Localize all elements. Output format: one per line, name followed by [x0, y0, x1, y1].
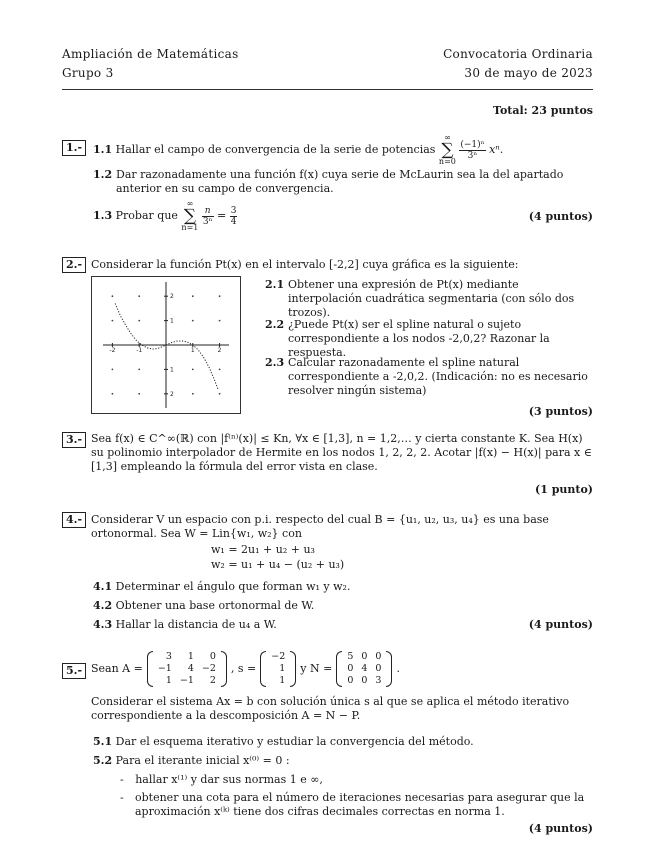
x-tick-label: -1: [136, 347, 143, 354]
matrix-n-cell: 4: [361, 663, 368, 674]
n-label: y N =: [300, 662, 333, 676]
grid-dot: [219, 393, 221, 395]
bullet-text: obtener una cota para el número de iteraciones necesarias para asegurar que la aproximación x⁽ᵏ⁾ tiene dos cifras decimales correctas en norma 1.: [135, 791, 585, 818]
part-text: Dar el esquema iterativo y estudiar la convergencia del método.: [115, 735, 474, 748]
fraction-denominator: 4: [230, 216, 237, 227]
sum-upper: ∞: [444, 133, 451, 142]
bullet-item-2: [120, 791, 593, 819]
question-1-part-3: [93, 200, 237, 232]
bullet-text: hallar x⁽¹⁾ y dar sus normas 1 e ∞,: [135, 773, 323, 786]
fraction-numerator: (−1)ⁿ: [460, 139, 485, 150]
bullet-item-1: [120, 773, 323, 787]
question-5-part-1: [93, 735, 474, 749]
series-fraction: [459, 140, 485, 161]
matrix-a-cell: −1: [157, 663, 172, 674]
equation-w2: w₂ = u₁ + u₄ − (u₂ + u₃): [211, 558, 345, 571]
part-label: 4.1: [93, 580, 113, 593]
question-1-part-1: [93, 134, 503, 166]
matrix-a-row: [154, 675, 220, 687]
matrix-n: [336, 651, 392, 687]
grid-dot: [192, 295, 194, 297]
y-tick-label: 1: [170, 366, 174, 374]
sum-upper: ∞: [186, 199, 194, 208]
part-label: 2.3: [265, 356, 285, 369]
question-4-points: (4 puntos): [528, 618, 593, 631]
part-label: 4.2: [93, 599, 113, 612]
grid-dot: [138, 295, 140, 297]
matrix-a-row: [154, 651, 220, 663]
matrix-n-row: [343, 651, 385, 663]
matrix-n-cell: 0: [361, 651, 368, 662]
part-label: 5.1: [93, 735, 113, 748]
s-label: , s =: [230, 662, 257, 676]
fraction-numerator: 3: [230, 205, 237, 216]
question-5-part-2: [93, 754, 290, 768]
x-tick-label: 2: [217, 347, 222, 354]
grid-dot: [138, 320, 140, 322]
sean-label: Sean A =: [91, 662, 143, 676]
part-text: Hallar la distancia de u₄ a W.: [115, 618, 277, 631]
question-3-text: Sea f(x) ∈ C^∞(ℝ) con |f⁽ⁿ⁾(x)| ≤ Kn, ∀x ∈ [1,3], n = 1,2,… y cierta constante K. Sea H(x) su polinomio interpolador de Hermite en los nodos 1, 2, 2, 2. Acotar |f(x) − H(x)| para x ∈ [1,3] empleando la fórmula del error vista en clase.: [91, 432, 592, 473]
fraction-denominator: 3ⁿ: [202, 216, 213, 227]
question-2-part-2: [265, 318, 593, 359]
grid-dot: [192, 369, 194, 371]
matrix-n-cell: 0: [347, 663, 354, 674]
result-fraction: [230, 206, 238, 227]
matrix-a-cell: 2: [209, 675, 216, 686]
identity-sum: ∞ ∑ n=1: [181, 199, 199, 232]
y-tick-label: 2: [170, 293, 174, 301]
part-label: 2.1: [265, 278, 285, 291]
exam-date: 30 de mayo de 2023: [464, 66, 593, 80]
part-text: Obtener una expresión de Pt(x) mediante interpolación cuadrática segmentaria (con sólo dos trozos).: [288, 278, 575, 319]
matrix-n-cell: 5: [347, 651, 354, 662]
fraction-numerator: n: [202, 206, 214, 217]
y-tick-label: 1: [170, 317, 174, 325]
grid-dot: [219, 295, 221, 297]
matrix-a-cell: −2: [201, 663, 216, 674]
question-2-part-3: [265, 356, 593, 397]
matrix-n-cell: 0: [361, 675, 368, 686]
part-text: Obtener una base ortonormal de W.: [115, 599, 315, 612]
part-text: ¿Puede Pt(x) ser el spline natural o sujeto correspondiente a los nodos -2,0,2? Razonar la respuesta.: [288, 318, 550, 359]
part-text: Calcular razonadamente el spline natural correspondiente a -2,0,2. (Indicación: no es necesario resolver ningún sistema): [288, 356, 588, 397]
matrix-a-row: [154, 663, 220, 675]
part-label: 2.2: [265, 318, 285, 331]
vector-s-cell: −2: [271, 651, 286, 662]
grid-dot: [138, 369, 140, 371]
matrix-n-cell: 3: [375, 675, 382, 686]
part-text: Hallar el campo de convergencia de la serie de potencias: [115, 143, 436, 156]
matrix-a-cell: 1: [165, 675, 172, 686]
series-sum: ∞ ∑ n=0: [438, 133, 456, 166]
vector-s-cell: 1: [279, 675, 286, 686]
matrix-a: [147, 651, 227, 687]
part-text: Dar razonadamente una función f(x) cuya serie de McLaurin sea la del apartado anterior en su campo de convergencia.: [116, 168, 564, 195]
question-4-part-1: [93, 580, 350, 594]
grid-dot: [219, 369, 221, 371]
group-label: Grupo 3: [62, 66, 114, 80]
header-rule: [62, 89, 593, 90]
grid-dot: [112, 369, 114, 371]
course-title: Ampliación de Matemáticas: [62, 47, 239, 61]
question-1-number: 1.-: [62, 140, 86, 156]
question-4-part-3: [93, 618, 277, 632]
matrix-a-cell: 1: [187, 651, 194, 662]
series-tail: xⁿ.: [489, 143, 504, 156]
y-tick-label: 2: [170, 390, 174, 398]
grid-dot: [112, 295, 114, 297]
part-label: 1.3: [93, 209, 113, 222]
vector-s-row: [267, 675, 289, 687]
question-3-number: 3.-: [62, 432, 86, 448]
grid-dot: [112, 320, 114, 322]
vector-s-row: [267, 663, 289, 675]
matrix-n-cell: 0: [347, 675, 354, 686]
question-4-intro: Considerar V un espacio con p.i. respecto del cual B = {u₁, u₂, u₃, u₄} es una base ortonormal. Sea W = Lin{w₁, w₂} con: [91, 513, 549, 540]
question-2-points: (3 puntos): [528, 405, 593, 418]
exam-session: Convocatoria Ordinaria: [443, 47, 593, 61]
grid-dot: [138, 393, 140, 395]
question-5-number: 5.-: [62, 663, 86, 679]
part-label: 1.2: [93, 168, 113, 181]
matrix-n-cell: 0: [375, 651, 382, 662]
question-5-matrices: [91, 651, 400, 687]
question-2-intro: Considerar la función Pt(x) en el intervalo [-2,2] cuya gráfica es la siguiente:: [91, 258, 519, 271]
question-1-points: (4 puntos): [528, 210, 593, 223]
fraction-denominator: 3ⁿ: [467, 150, 478, 161]
sum-lower: n=0: [438, 157, 456, 166]
equals-sign: =: [217, 209, 227, 222]
question-4-number: 4.-: [62, 512, 86, 528]
vector-s-cell: 1: [279, 663, 286, 674]
grid-dot: [192, 320, 194, 322]
x-tick-label: 1: [190, 347, 195, 354]
matrix-n-cell: 0: [375, 663, 382, 674]
question-3-points: (1 punto): [535, 483, 593, 496]
part-label: 5.2: [93, 754, 113, 767]
grid-dot: [112, 393, 114, 395]
question-4-part-2: [93, 599, 314, 613]
bullet-dash: -: [120, 773, 124, 786]
grid-dot: [219, 320, 221, 322]
part-text: Para el iterante inicial x⁽⁰⁾ = 0 :: [115, 754, 290, 767]
bullet-dash: -: [120, 791, 124, 804]
question-5-points: (4 puntos): [528, 822, 593, 835]
question-2-part-1: [265, 278, 593, 319]
matrix-n-row: [343, 663, 385, 675]
question-2-number: 2.-: [62, 257, 86, 273]
question-1-part-2: [93, 168, 593, 196]
part-text: Determinar el ángulo que forman w₁ y w₂.: [115, 580, 351, 593]
grid-dot: [192, 393, 194, 395]
part-label: 1.1: [93, 143, 113, 156]
period: .: [396, 662, 400, 676]
total-points: Total: 23 puntos: [493, 104, 593, 117]
part-text: Probar que: [115, 209, 178, 222]
vector-s-row: [267, 651, 289, 663]
matrix-n-row: [343, 675, 385, 687]
question-5-intro: Considerar el sistema Ax = b con solución única s al que se aplica el método iterativo correspondiente a la descomposición A = N − P.: [91, 695, 570, 722]
matrix-a-cell: −1: [179, 675, 194, 686]
pt-graph: [91, 276, 241, 414]
part-label: 4.3: [93, 618, 113, 631]
identity-fraction: [202, 206, 214, 227]
sum-lower: n=1: [181, 223, 199, 232]
vector-s: [260, 651, 296, 687]
matrix-a-cell: 4: [187, 663, 194, 674]
x-tick-label: -2: [109, 347, 116, 354]
equation-w1: w₁ = 2u₁ + u₂ + u₃: [211, 543, 315, 556]
matrix-a-cell: 3: [165, 651, 172, 662]
matrix-a-cell: 0: [209, 651, 216, 662]
